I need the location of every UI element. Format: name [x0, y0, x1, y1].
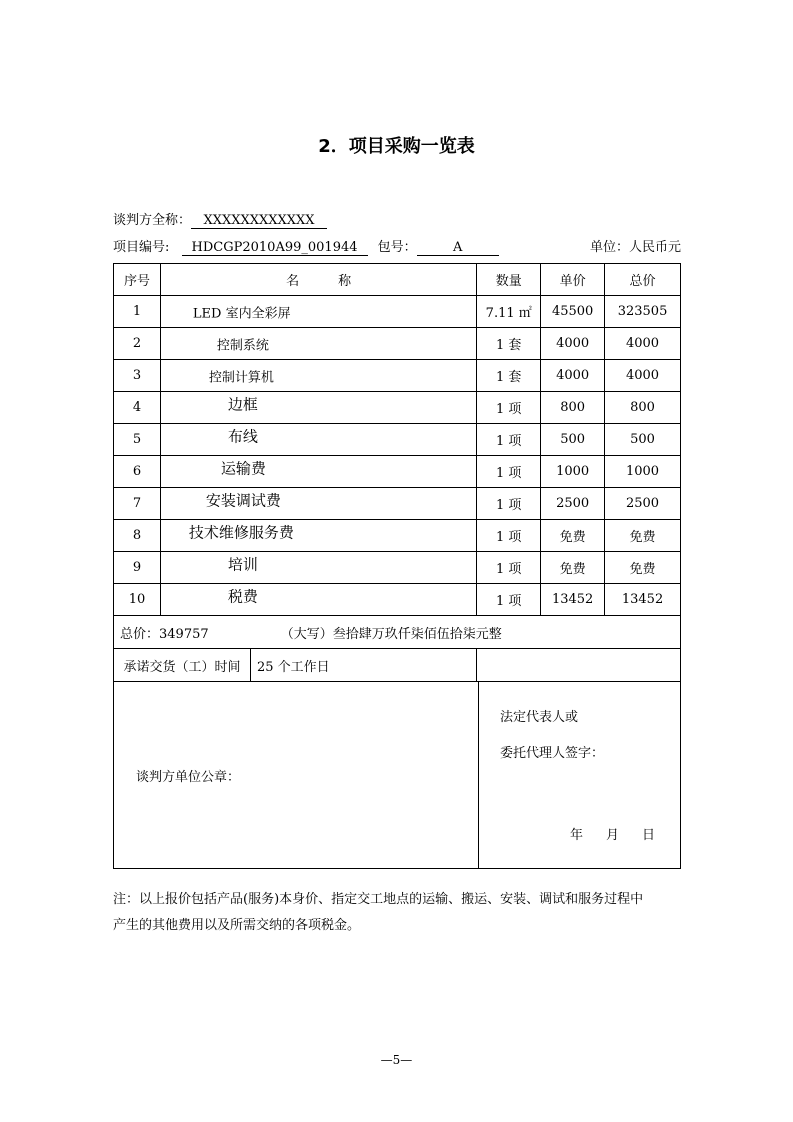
item-unit-price: 1000 — [541, 456, 605, 488]
item-total: 800 — [605, 392, 681, 424]
signature-label: 委托代理人签字： — [500, 746, 605, 761]
total-cell — [114, 616, 681, 649]
item-total: 免费 — [605, 552, 681, 584]
total-row — [114, 616, 681, 649]
table-row — [114, 456, 681, 488]
item-name: 控制系统 — [216, 338, 269, 353]
item-total: 4000 — [605, 328, 681, 360]
table-row — [114, 584, 681, 616]
project-no-value: HDCGP2010A99_001944 — [182, 240, 368, 256]
item-name: 技术维修服务费 — [188, 523, 294, 541]
item-name-cell — [160, 584, 476, 616]
footnote — [113, 887, 683, 939]
item-unit-price: 2500 — [541, 488, 605, 520]
item-name-cell — [160, 424, 476, 456]
item-name-cell — [160, 456, 476, 488]
project-no-label: 项目编号: — [113, 240, 170, 255]
item-name-cell — [160, 392, 476, 424]
item-name: 布线 — [227, 427, 258, 445]
item-total: 免费 — [605, 520, 681, 552]
representative-label: 法定代表人或 — [500, 710, 579, 725]
item-unit-price: 13452 — [541, 584, 605, 616]
table-row — [114, 552, 681, 584]
column-header: 总价 — [605, 264, 681, 296]
item-quantity: 1 套 — [477, 360, 541, 392]
table-row — [114, 328, 681, 360]
item-unit-price: 500 — [541, 424, 605, 456]
seal-label: 谈判方单位公章： — [136, 770, 241, 785]
item-quantity: 1 项 — [477, 424, 541, 456]
item-total: 4000 — [605, 360, 681, 392]
row-number: 6 — [114, 456, 161, 488]
column-header: 单价 — [541, 264, 605, 296]
table-row — [114, 392, 681, 424]
item-total: 323505 — [605, 296, 681, 328]
row-number: 4 — [114, 392, 161, 424]
delivery-blank-cell — [477, 649, 681, 682]
page-number: —5— — [380, 1053, 413, 1067]
item-quantity: 1 项 — [477, 456, 541, 488]
signature-cell — [114, 682, 681, 869]
item-unit-price: 免费 — [541, 520, 605, 552]
item-quantity: 1 项 — [477, 552, 541, 584]
item-total: 1000 — [605, 456, 681, 488]
item-name: LED 室内全彩屏 — [192, 306, 291, 321]
item-total: 500 — [605, 424, 681, 456]
footnote-line: 注：以上报价包括产品(服务)本身价、指定交工地点的运输、搬运、安装、调试和服务过程中 — [113, 892, 644, 907]
delivery-label: 承诺交货（工）时间 — [114, 649, 251, 681]
page-title: 2．项目采购一览表 — [318, 136, 475, 157]
table-row — [114, 488, 681, 520]
table-row — [114, 520, 681, 552]
package-value: A — [417, 240, 499, 256]
column-header: 数量 — [477, 264, 541, 296]
item-name: 控制计算机 — [208, 370, 274, 385]
footnote-line: 产生的其他费用以及所需交纳的各项税金。 — [113, 918, 361, 933]
item-quantity: 1 项 — [477, 488, 541, 520]
table-header-row — [114, 264, 681, 296]
delivery-value: 25 个工作日 — [257, 659, 330, 675]
item-name-cell — [160, 488, 476, 520]
project-info-line — [113, 236, 683, 256]
procurement-table — [113, 263, 681, 869]
date-day: 日 — [642, 828, 656, 843]
item-name: 安装调试费 — [205, 491, 281, 509]
total-amount: 总价：349757 — [120, 626, 209, 642]
item-name-cell — [160, 552, 476, 584]
row-number: 5 — [114, 424, 161, 456]
negotiator-label: 谈判方全称： — [113, 213, 192, 228]
signature-row — [114, 682, 681, 869]
item-quantity: 1 项 — [477, 520, 541, 552]
item-name-cell — [160, 360, 476, 392]
item-name-cell — [160, 296, 476, 328]
column-header: 序号 — [114, 264, 161, 296]
row-number: 7 — [114, 488, 161, 520]
item-unit-price: 4000 — [541, 360, 605, 392]
item-unit-price: 免费 — [541, 552, 605, 584]
row-number: 1 — [114, 296, 161, 328]
item-name: 税费 — [227, 587, 258, 605]
item-unit-price: 800 — [541, 392, 605, 424]
table-row — [114, 296, 681, 328]
item-name: 运输费 — [220, 459, 266, 477]
item-name-cell — [160, 520, 476, 552]
row-number: 8 — [114, 520, 161, 552]
item-quantity: 1 项 — [477, 584, 541, 616]
item-unit-price: 45500 — [541, 296, 605, 328]
package-label: 包号： — [377, 240, 417, 255]
item-quantity: 1 套 — [477, 328, 541, 360]
item-name: 培训 — [227, 555, 258, 573]
date-month: 月 — [606, 828, 620, 843]
table-row — [114, 360, 681, 392]
row-number: 9 — [114, 552, 161, 584]
delivery-cell — [114, 649, 477, 682]
row-number: 3 — [114, 360, 161, 392]
negotiator-line — [113, 209, 327, 229]
row-number: 2 — [114, 328, 161, 360]
row-number: 10 — [114, 584, 161, 616]
item-unit-price: 4000 — [541, 328, 605, 360]
item-total: 2500 — [605, 488, 681, 520]
table-row — [114, 424, 681, 456]
column-header: 名 称 — [160, 264, 476, 296]
delivery-row — [114, 649, 681, 682]
negotiator-value: XXXXXXXXXXXX — [191, 213, 327, 229]
item-name: 边框 — [227, 395, 258, 413]
date-year: 年 — [570, 828, 584, 843]
item-quantity: 1 项 — [477, 392, 541, 424]
currency-unit: 单位：人民币元 — [589, 240, 681, 255]
item-total: 13452 — [605, 584, 681, 616]
item-name-cell — [160, 328, 476, 360]
item-quantity: 7.11 ㎡ — [477, 296, 541, 328]
total-amount-words: （大写）叁拾肆万玖仟柒佰伍拾柒元整 — [280, 626, 502, 642]
